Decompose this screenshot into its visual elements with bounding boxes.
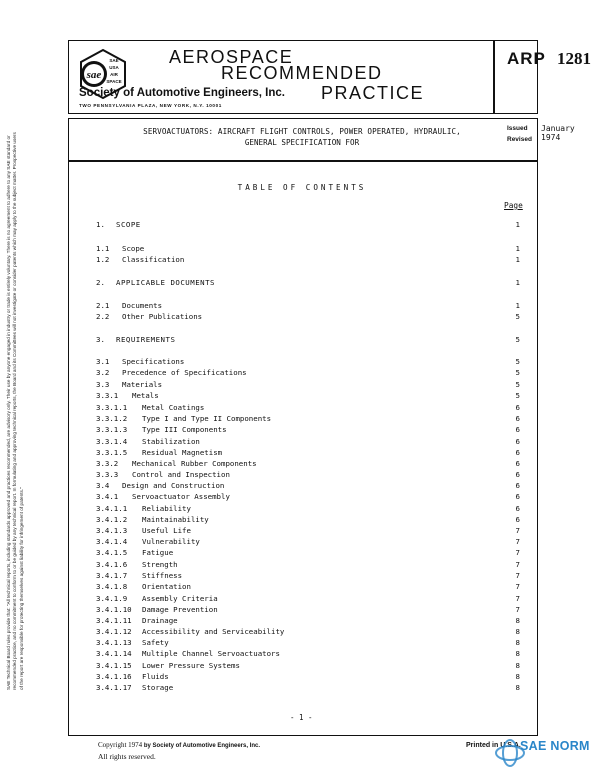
toc-entry-number: 3.4.1.6: [96, 560, 128, 569]
toc-entry-label: Multiple Channel Servoactuators: [142, 649, 280, 658]
toc-entry-label: Damage Prevention: [142, 605, 218, 614]
toc-entry-label: Stabilization: [142, 437, 200, 446]
toc-entry-label: SCOPE: [116, 220, 141, 229]
toc-entry-page: 6: [515, 414, 520, 423]
toc-entry-page: 6: [515, 492, 520, 501]
toc-entry-label: Metal Coatings: [142, 403, 205, 412]
toc-entry-page: 6: [515, 504, 520, 513]
toc-entry-label: Precedence of Specifications: [122, 368, 247, 377]
logo-text-1: USA: [109, 65, 119, 70]
toc-entry-number: 3.2: [96, 368, 110, 377]
doc-prefix: ARP: [507, 49, 546, 68]
toc-entry-number: 3.3.1.3: [96, 425, 128, 434]
toc-entry-label: Maintainability: [142, 515, 209, 524]
header-recommended: RECOMMENDED: [221, 63, 383, 83]
toc-entry-page: 5: [515, 312, 520, 321]
toc-entry-label: Type I and Type II Components: [142, 414, 272, 423]
toc-entry-label: Safety: [142, 638, 169, 647]
toc-entry-label: Storage: [142, 683, 174, 692]
toc-entry-number: 3.3.1.5: [96, 448, 128, 457]
toc-entry-label: Type III Components: [142, 425, 227, 434]
toc-heading: TABLE OF CONTENTS: [237, 183, 367, 192]
toc-entry-number: 2.: [96, 278, 105, 287]
toc-entry-number: 3.4.1.13: [96, 638, 132, 647]
toc-entry-page: 7: [515, 537, 520, 546]
toc-entry-page: 1: [515, 255, 520, 264]
toc-entry-label: Assembly Criteria: [142, 594, 218, 603]
toc-entry-label: Control and Inspection: [132, 470, 230, 479]
toc-entry-number: 3.4.1.8: [96, 582, 128, 591]
toc-entry-page: 6: [515, 470, 520, 479]
toc-entry-label: Metals: [132, 391, 159, 400]
toc-entry-label: Specifications: [122, 357, 185, 366]
toc-entry-page: 6: [515, 403, 520, 412]
header-divider: [493, 41, 495, 113]
watermark-text: SAE NORM: [520, 739, 590, 753]
toc-entry-page: 5: [515, 380, 520, 389]
toc-entry-number: 3.4.1.10: [96, 605, 132, 614]
toc-entry-number: 3.4.1.16: [96, 672, 132, 681]
toc-entry-page: 1: [515, 220, 520, 229]
revised-label: Revised: [507, 136, 532, 143]
toc-entry-label: APPLICABLE DOCUMENTS: [116, 278, 215, 287]
toc-entry-number: 3.1: [96, 357, 110, 366]
toc-entry-page: 5: [515, 391, 520, 400]
toc-entry-number: 3.4.1.2: [96, 515, 128, 524]
toc-entry-number: 3.4.1.17: [96, 683, 132, 692]
toc-entry-number: 1.2: [96, 255, 110, 264]
toc-entry-number: 3.4.1.4: [96, 537, 128, 546]
toc-entry-page: 7: [515, 582, 520, 591]
toc-entry-page: 6: [515, 459, 520, 468]
toc-page-header: Page: [504, 201, 523, 210]
content-frame: [68, 118, 538, 736]
toc-entry-page: 7: [515, 560, 520, 569]
copyright-by: by Society of Automotive Engineers, Inc.: [143, 743, 261, 749]
printed-in: Printed in U.S.A.: [466, 742, 521, 749]
toc-entry-page: 7: [515, 594, 520, 603]
toc-entry-number: 1.: [96, 220, 105, 229]
header-practice: PRACTICE: [321, 83, 425, 103]
toc-entry-number: 3.3.1.1: [96, 403, 128, 412]
toc-entry-page: 6: [515, 515, 520, 524]
toc-entry-number: 1.1: [96, 244, 110, 253]
logo-text-2: AIR: [110, 72, 118, 77]
toc-entry-number: 3.4.1.5: [96, 548, 128, 557]
toc-entry-page: 1: [515, 301, 520, 310]
toc-entry-number: 2.1: [96, 301, 110, 310]
copyright-year: Copyright 1974: [98, 741, 143, 749]
toc-entry-page: 8: [515, 683, 520, 692]
toc-entry-page: 7: [515, 571, 520, 580]
toc-entry-page: 7: [515, 526, 520, 535]
toc-entry-number: 3.4.1.9: [96, 594, 128, 603]
title-separator: [68, 160, 538, 162]
toc-entry-label: Servoactuator Assembly: [132, 492, 230, 501]
toc-entry-page: 1: [515, 244, 520, 253]
toc-entry-label: Vulnerability: [142, 537, 200, 546]
toc-entry-page: 6: [515, 437, 520, 446]
toc-entry-number: 3.: [96, 335, 105, 344]
toc-entry-label: Scope: [122, 244, 145, 253]
toc-entry-page: 5: [515, 368, 520, 377]
toc-entry-number: 3.4.1.12: [96, 627, 132, 636]
toc-entry-label: Residual Magnetism: [142, 448, 223, 457]
toc-entry-label: Reliability: [142, 504, 191, 513]
toc-entry-label: Mechanical Rubber Components: [132, 459, 257, 468]
toc-entry-label: Design and Construction: [122, 481, 225, 490]
toc-entry-number: 3.4.1.15: [96, 661, 132, 670]
toc-entry-number: 3.4.1: [96, 492, 119, 501]
toc-entry-label: Accessibility and Serviceability: [142, 627, 285, 636]
toc-entry-label: Fluids: [142, 672, 169, 681]
toc-entry-page: 8: [515, 638, 520, 647]
toc-entry-page: 5: [515, 357, 520, 366]
toc-entry-number: 3.3: [96, 380, 110, 389]
toc-entry-page: 8: [515, 616, 520, 625]
toc-entry-page: 6: [515, 425, 520, 434]
toc-entry-page: 6: [515, 448, 520, 457]
toc-entry-number: 3.4.1.3: [96, 526, 128, 535]
spec-title-line2: GENERAL SPECIFICATION FOR: [244, 138, 360, 147]
toc-entry-label: Strength: [142, 560, 178, 569]
toc-entry-label: Drainage: [142, 616, 178, 625]
society-name: Society of Automotive Engineers, Inc.: [79, 87, 285, 99]
toc-entry-number: 3.4: [96, 481, 110, 490]
toc-entry-label: Documents: [122, 301, 163, 310]
issued-date: January 1974: [541, 124, 575, 142]
toc-entry-label: Useful Life: [142, 526, 191, 535]
side-disclaimer: SAE Technical Board rules provide that: "All technical reports, including standards approved and practices recommended, are advisory only. Their use by anyone engaged in industry or trade is entirely voluntary. There is no agreement to adhere to any SAE standard or recommended practice, and no commitment to conform to or be guided by any technical report. In formulating and approving technical reports, the Board and its Committees will not investigate or consider patents which may apply to the subject matter. Prospective users of the report are responsible for protecting themselves against liability for infringement of patents.": [6, 132, 24, 690]
toc-entry-number: 3.4.1.1: [96, 504, 128, 513]
toc-entry-page: 8: [515, 627, 520, 636]
toc-entry-page: 8: [515, 661, 520, 670]
toc-entry-page: 7: [515, 548, 520, 557]
toc-entry-label: Stiffness: [142, 571, 183, 580]
toc-entry-page: 8: [515, 672, 520, 681]
spec-title-line1: SERVOACTUATORS: AIRCRAFT FLIGHT CONTROLS, POWER OPERATED, HYDRAULIC,: [143, 127, 461, 136]
logo-text-3: SPACE: [106, 79, 122, 84]
toc-entry-number: 3.3.1.4: [96, 437, 128, 446]
toc-entry-number: 3.3.1.2: [96, 414, 128, 423]
issued-label: Issued: [507, 125, 528, 132]
toc-entry-number: 2.2: [96, 312, 110, 321]
header-aerospace: AEROSPACE: [169, 47, 294, 67]
toc-entry-number: 3.3.3: [96, 470, 119, 479]
svg-text:sae: sae: [86, 69, 102, 81]
society-address: TWO PENNSYLVANIA PLAZA, NEW YORK, N.Y. 10001: [79, 103, 222, 108]
toc-entry-number: 3.4.1.14: [96, 649, 132, 658]
toc-entry-label: Orientation: [142, 582, 191, 591]
toc-entry-label: Lower Pressure Systems: [142, 661, 240, 670]
doc-number: 1281: [557, 49, 591, 68]
rights-line: All rights reserved.: [98, 752, 156, 761]
toc-entry-label: REQUIREMENTS: [116, 335, 176, 344]
toc-entry-page: 6: [515, 481, 520, 490]
toc-entry-number: 3.4.1.11: [96, 616, 132, 625]
toc-entry-page: 1: [515, 278, 520, 287]
toc-entry-label: Other Publications: [122, 312, 203, 321]
toc-entry-label: Fatigue: [142, 548, 174, 557]
toc-entry-number: 3.4.1.7: [96, 571, 128, 580]
page-number: - 1 -: [290, 713, 313, 722]
copyright-line: [98, 741, 260, 749]
toc-entry-label: Materials: [122, 380, 163, 389]
logo-text-0: SAE: [109, 58, 119, 63]
toc-entry-page: 5: [515, 335, 520, 344]
toc-entry-label: Classification: [122, 255, 185, 264]
toc-entry-page: 8: [515, 649, 520, 658]
toc-entry-page: 7: [515, 605, 520, 614]
toc-entry-number: 3.3.2: [96, 459, 119, 468]
toc-entry-number: 3.3.1: [96, 391, 119, 400]
